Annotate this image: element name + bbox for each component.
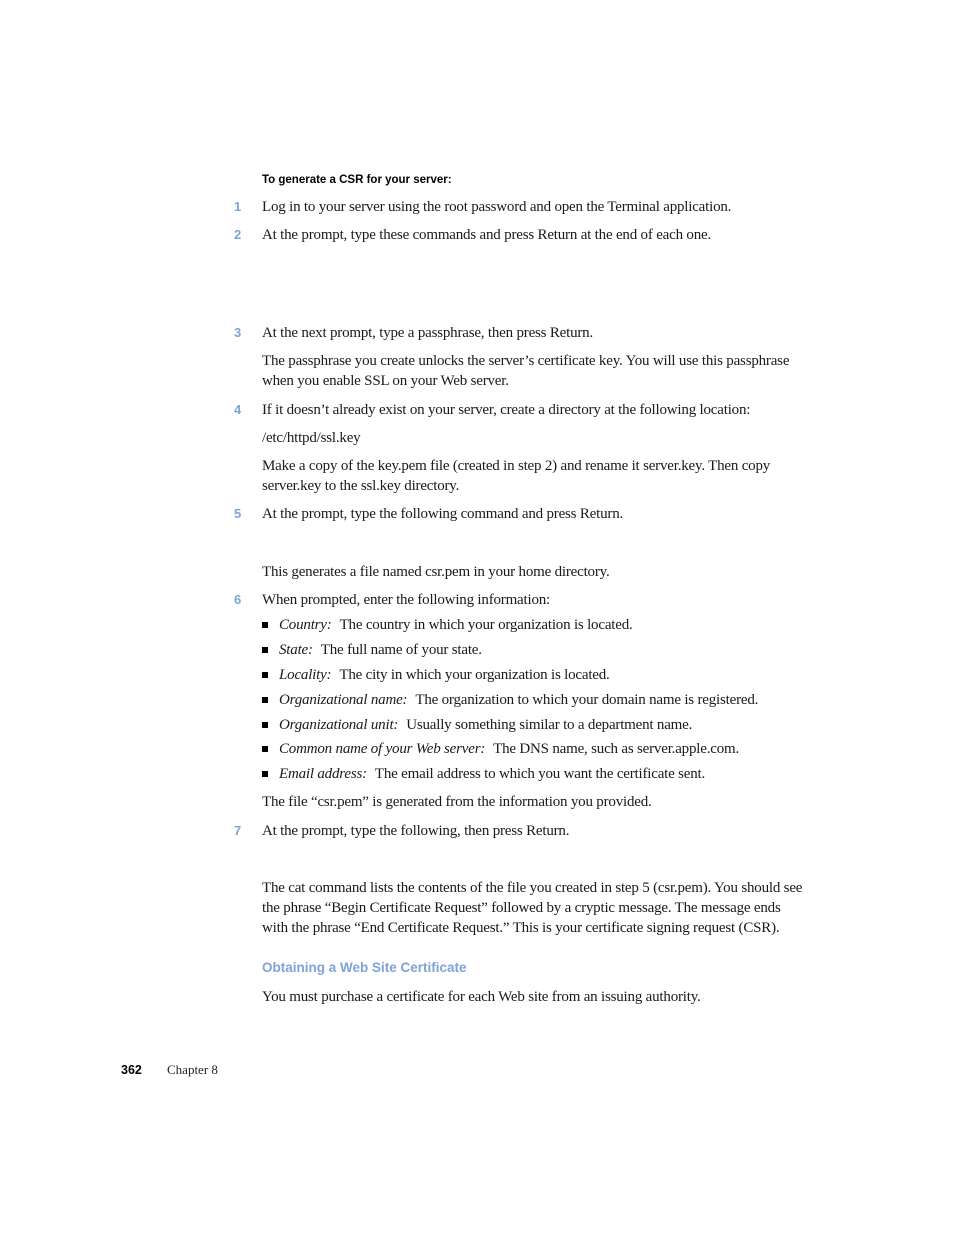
step-5-note: This generates a file named csr.pem in your home directory.	[262, 564, 610, 580]
bullet-term: State:	[279, 642, 313, 658]
procedure-heading: To generate a CSR for your server:	[262, 174, 452, 186]
bullet-square-icon	[262, 771, 268, 777]
bullet-term: Locality:	[279, 667, 332, 683]
bullet-term: Common name of your Web server:	[279, 741, 486, 757]
bullet-square-icon	[262, 746, 268, 752]
chapter-label: Chapter 8	[167, 1062, 218, 1077]
section-paragraph: You must purchase a certificate for each Web site from an issuing authority.	[262, 989, 701, 1005]
bullet-description: The full name of your state.	[320, 642, 482, 658]
bullet-item-organizational-unit	[262, 715, 807, 735]
step-text-3: At the next prompt, type a passphrase, then press Return.	[262, 325, 594, 341]
bullet-item-state	[262, 640, 807, 660]
step-number-4: 4	[234, 402, 242, 417]
bullet-term: Country:	[279, 617, 332, 633]
bullet-item-common-name	[262, 739, 807, 759]
step-text-4: If it doesn’t already exist on your server, create a directory at the following location:	[262, 402, 751, 418]
bullet-item-email-address	[262, 764, 807, 784]
step-7-note: The cat command lists the contents of the file you created in step 5 (csr.pem). You should see the phrase “Begin Certificate Request” followed by a cryptic message. The message ends with the phrase “End Certificate Request.” This is your certificate signing request (CSR).	[262, 880, 803, 936]
step-text-5: At the prompt, type the following command and press Return.	[262, 506, 624, 522]
bullet-description: The organization to which your domain name is registered.	[415, 692, 759, 708]
bullet-description: The city in which your organization is located.	[339, 667, 610, 683]
step-number-6: 6	[234, 592, 242, 607]
step-number-7: 7	[234, 823, 242, 838]
bullet-square-icon	[262, 722, 268, 728]
step-6-note: The file “csr.pem” is generated from the information you provided.	[262, 794, 652, 810]
step-number-2: 2	[234, 227, 242, 242]
bullet-description: The DNS name, such as server.apple.com.	[493, 741, 740, 757]
step-number-5: 5	[234, 506, 242, 521]
step-4-path: /etc/httpd/ssl.key	[262, 430, 361, 446]
bullet-item-locality	[262, 665, 807, 685]
bullet-item-country	[262, 615, 807, 635]
section-heading: Obtaining a Web Site Certificate	[262, 960, 467, 975]
bullet-item-organizational-name	[262, 690, 807, 710]
bullet-term: Organizational name:	[279, 692, 408, 708]
step-text-2: At the prompt, type these commands and press Return at the end of each one.	[262, 227, 712, 243]
bullet-square-icon	[262, 622, 268, 628]
bullet-square-icon	[262, 672, 268, 678]
step-text-7: At the prompt, type the following, then press Return.	[262, 823, 570, 839]
step-number-1: 1	[234, 199, 242, 214]
bullet-term: Organizational unit:	[279, 717, 399, 733]
bullet-square-icon	[262, 647, 268, 653]
bullet-description: Usually something similar to a department name.	[406, 717, 693, 733]
step-4-note: Make a copy of the key.pem file (created in step 2) and rename it server.key. Then copy server.key to the ssl.key directory.	[262, 458, 771, 494]
bullet-term: Email address:	[279, 766, 367, 782]
bullet-square-icon	[262, 697, 268, 703]
step-3-note: The passphrase you create unlocks the server’s certificate key. You will use this passphrase when you enable SSL on your Web server.	[262, 353, 790, 389]
bullet-description: The email address to which you want the certificate sent.	[374, 766, 706, 782]
step-text-6: When prompted, enter the following information:	[262, 592, 551, 608]
page-number: 362	[121, 1063, 142, 1077]
step-number-3: 3	[234, 325, 242, 340]
bullet-description: The country in which your organization is located.	[339, 617, 633, 633]
step-text-1: Log in to your server using the root password and open the Terminal application.	[262, 199, 732, 215]
